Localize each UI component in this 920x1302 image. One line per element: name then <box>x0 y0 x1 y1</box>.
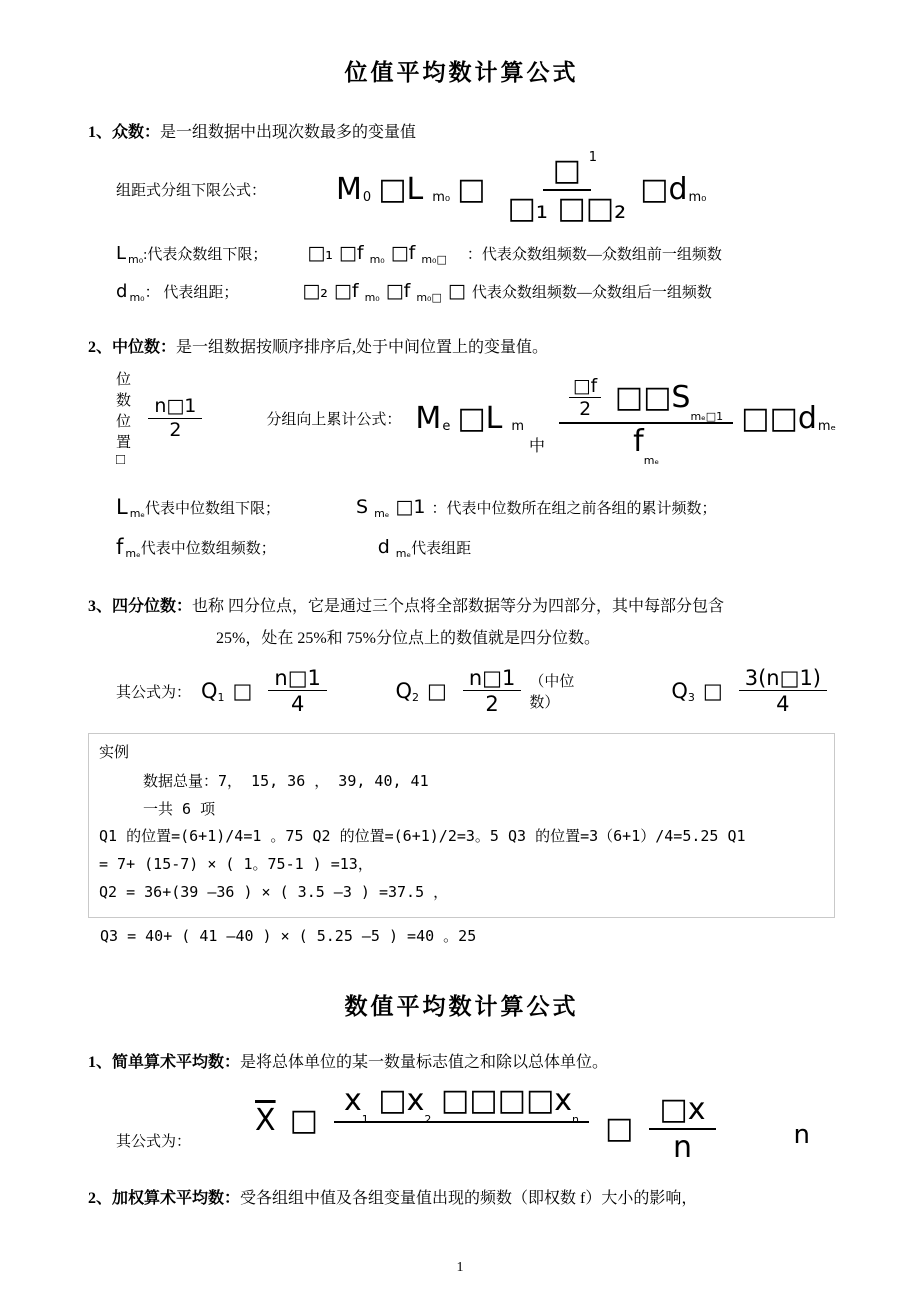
mode-delta2-formula: □₂ □f <box>302 280 359 302</box>
median-cumulative-label: 分组向上累计公式： <box>266 412 402 428</box>
mode-L-sub: m₀ <box>432 190 451 205</box>
example-line-q2: Q2 = 36+(39 —36 ) × ( 3.5 —3 ) =37.5 ， <box>99 882 449 901</box>
median-d-desc: 代表组距 <box>411 540 472 557</box>
median-position-formula <box>116 368 210 469</box>
mode-delta2-sub2: m₀□ <box>416 290 442 304</box>
mean-sum-fraction <box>334 1082 589 1157</box>
mode-delta2-box: □ <box>447 280 466 302</box>
median-S-symbol: S <box>356 496 369 518</box>
mean-formula <box>255 1082 810 1165</box>
q1-formula <box>201 667 335 715</box>
median-formula-row <box>116 368 835 469</box>
mode-delta1-sub: m₀ <box>369 252 385 266</box>
median-d-symbol: d <box>377 536 390 558</box>
median-half-sum-fraction <box>569 377 601 420</box>
mode-L-symbol: L <box>116 242 127 264</box>
section-mode-heading <box>88 121 835 145</box>
mean-sigma-fraction <box>649 1094 715 1163</box>
section-mode-text: 是一组数据中出现次数最多的变量值 <box>160 124 417 141</box>
mode-d-desc: ： 代表组距； <box>144 284 239 301</box>
q2-formula <box>395 667 576 715</box>
mode-delta1-desc: ：代表众数组频数—众数组前一组频数 <box>466 246 722 263</box>
mode-formula <box>336 150 707 226</box>
example-box <box>88 733 835 918</box>
median-pos-num: n□1 <box>148 397 202 419</box>
mode-L-symbol-sub: m₀ <box>128 252 144 266</box>
mode-frac-num-one: 1 <box>588 150 597 165</box>
quartile-formula-row <box>116 667 835 715</box>
median-S-symbol-sub: mₑ <box>374 506 390 520</box>
mean-x1: x <box>343 1082 362 1118</box>
mode-delta2-sub: m₀ <box>364 290 380 304</box>
median-half-sum-num: □f <box>569 377 601 399</box>
mode-eq-L: □L <box>378 172 424 207</box>
median-S-minus-one: □1 <box>395 496 426 518</box>
section-mode-label: 1、众数： <box>88 124 161 141</box>
mode-delta1-formula: □₁ □f <box>307 242 364 264</box>
median-L-symbol: L <box>116 495 128 519</box>
section-weighted-mean-heading <box>88 1187 835 1211</box>
section-median-text: 是一组数据按顺序排序后,处于中间位置上的变量值。 <box>176 339 549 356</box>
median-position-fraction <box>148 394 202 441</box>
mode-fraction <box>501 150 632 226</box>
median-frac-den-sub: mₑ <box>643 453 660 467</box>
median-def-frequency <box>116 535 835 559</box>
median-M: M <box>415 400 442 436</box>
mode-formula-row <box>116 150 835 226</box>
mean-x1-sub: 1 <box>361 1112 369 1126</box>
median-M-sub: e <box>442 418 451 434</box>
section-quartile-heading <box>88 595 835 619</box>
median-zhong-char: 中 <box>529 436 546 456</box>
q2-eq-box: □ <box>427 679 447 704</box>
section-simple-mean-heading <box>88 1051 835 1075</box>
median-f-symbol: f <box>116 535 124 559</box>
mode-delta1-sub2: m₀□ <box>421 252 447 266</box>
mean-formula-row <box>116 1082 835 1165</box>
q1-num: n□1 <box>268 667 327 691</box>
section-median-label: 2、中位数： <box>88 339 177 356</box>
q2-den: 2 <box>485 692 499 717</box>
median-d-symbol-sub: mₑ <box>395 546 412 560</box>
q2-num: n□1 <box>463 667 522 691</box>
q2-fraction <box>463 667 522 715</box>
section-quartile-text2: 25%，处在 25%和 75%分位点上的数值就是四分位数。 <box>216 630 600 647</box>
median-eq-L: □L <box>457 400 503 436</box>
q3-formula <box>671 667 835 715</box>
q1-fraction <box>268 667 327 715</box>
mode-M-sub: 0 <box>362 190 372 205</box>
q3-eq-box: □ <box>702 679 723 704</box>
q1-sub: 1 <box>217 690 225 704</box>
example-line-q3: Q3 = 40+ ( 41 —40 ) × ( 5.25 —5 ) =40 。25 <box>100 926 477 945</box>
second-title: 数值平均数计算公式 <box>344 992 579 1020</box>
mean-x2: □x <box>378 1082 425 1118</box>
median-times-d: □□d <box>741 400 817 436</box>
mean-eq-box: □ <box>289 1103 318 1139</box>
mode-delta1-formula2: □f <box>390 242 416 264</box>
section-simple-mean-text: 是将总体单位的某一数量标志值之和除以总体单位。 <box>240 1053 609 1071</box>
q3-sub: 3 <box>687 690 695 704</box>
median-position-label: 位数位置 □ <box>116 372 132 468</box>
page-number: 1 <box>456 1260 464 1275</box>
mode-delta2-formula2: □f <box>385 280 411 302</box>
median-L-desc: 代表中位数组下限； <box>145 500 281 517</box>
section-weighted-mean-label: 2、加权算术平均数： <box>88 1189 241 1207</box>
mode-plus-box: □ <box>457 172 486 207</box>
mean-sigma-den: n <box>672 1129 692 1165</box>
median-f-symbol-sub: mₑ <box>125 546 141 560</box>
example-line-count: 一共 6 项 <box>143 799 216 818</box>
example-line-positions: Q1 的位置=(6+1)/4=1 。75 Q2 的位置=(6+1)/2=3。5 Q3 的位置=3（6+1）/4=5.25 Q1 <box>99 827 746 846</box>
example-line-q1: = 7+ (15-7) × ( 1。75-1 ) =13， <box>99 855 373 874</box>
q1-den: 4 <box>290 692 305 717</box>
quartile-formula-label: 其公式为： <box>116 684 192 701</box>
mean-sigma-num: □x <box>649 1094 715 1130</box>
q3-symbol: Q <box>671 679 688 704</box>
q2-median-note: （中位数） <box>529 674 575 712</box>
mode-def-lower-limit <box>116 242 835 264</box>
median-minus-S: □□S <box>614 379 691 415</box>
median-L-symbol-sub: mₑ <box>129 506 146 520</box>
example-line-data: 数据总量：7， 15, 36 ， 39, 40, 41 <box>143 771 429 790</box>
example-title: 实例 <box>99 745 130 762</box>
q1-eq-box: □ <box>232 679 253 704</box>
section-simple-mean-label: 1、简单算术平均数： <box>88 1053 241 1071</box>
q3-num: 3(n□1) <box>739 667 827 691</box>
section-quartile-label: 3、四分位数： <box>88 598 193 615</box>
median-formula <box>415 375 836 467</box>
q1-symbol: Q <box>201 679 218 704</box>
mean-stray-n: n <box>793 1119 810 1150</box>
section-median-heading <box>88 336 835 360</box>
median-d-sub: mₑ <box>817 418 836 434</box>
median-fraction <box>559 375 733 467</box>
mode-def-class-width <box>116 280 835 302</box>
mode-M: M <box>336 172 362 207</box>
q2-symbol: Q <box>395 679 412 704</box>
main-title: 位值平均数计算公式 <box>344 59 579 86</box>
mode-frac-num: □ <box>552 153 581 188</box>
mean-xn-sub: n <box>572 1112 580 1126</box>
q2-sub: 2 <box>412 690 419 704</box>
mean-xbar: $\overline{X}$ <box>255 1103 276 1139</box>
median-half-sum-den: 2 <box>579 399 592 421</box>
median-S-sub: mₑ□1 <box>690 409 724 423</box>
median-pos-den: 2 <box>169 418 182 441</box>
mode-d-symbol-sub: m₀ <box>129 290 145 304</box>
median-def-lower-limit <box>116 495 835 519</box>
mean-x2-sub: 2 <box>424 1112 432 1126</box>
mean-xn: □□□□x <box>440 1082 573 1118</box>
median-frac-den-f: f <box>633 423 644 459</box>
mode-L-desc: :代表众数组下限； <box>143 246 268 263</box>
mode-times-d: □d <box>640 172 688 207</box>
mode-delta2-desc: 代表众数组频数—众数组后一组频数 <box>471 284 712 301</box>
median-f-desc: 代表中位数组频数； <box>140 540 276 557</box>
median-L-sub: m <box>511 418 525 434</box>
section-quartile-text1: 也称 四分位点，它是通过三个点将全部数据等分为四部分，其中每部分包含 <box>192 598 725 615</box>
mode-d-symbol: d <box>116 280 128 302</box>
section-weighted-mean-text: 受各组组中值及各组变量值出现的频数（即权数 f）大小的影响， <box>240 1189 698 1207</box>
mean-eq-box-2: □ <box>605 1111 634 1147</box>
mode-d-sub: m₀ <box>688 190 707 205</box>
median-S-desc: ：代表中位数所在组之前各组的累计频数； <box>431 500 717 517</box>
q3-den: 4 <box>776 692 790 717</box>
q3-fraction <box>739 667 827 715</box>
mode-frac-den: □₁ □□₂ <box>507 190 627 226</box>
mode-formula-label: 组距式分组下限公式： <box>116 183 267 199</box>
mean-formula-label: 其公式为： <box>116 1133 192 1150</box>
